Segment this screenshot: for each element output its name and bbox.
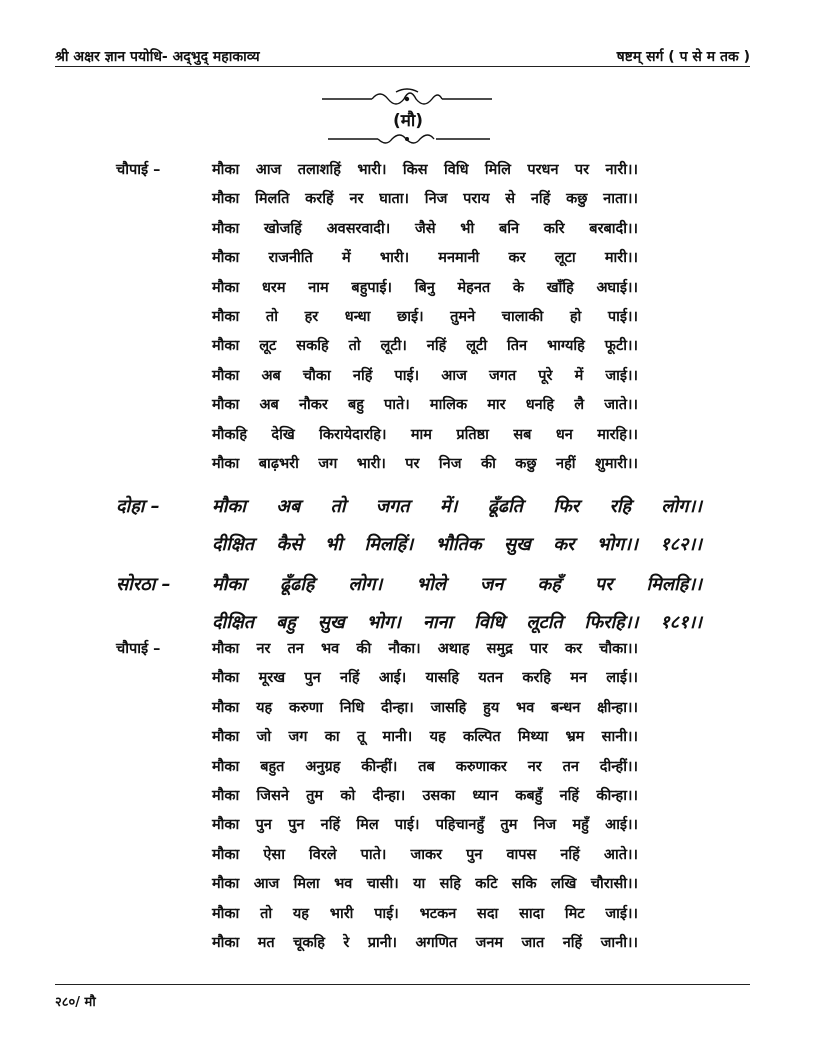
verse-line: मौका बाढ़भरी जग भारी। पर निज की कछु नहीं शुमारी।। [212,456,638,472]
verse-type-label: चौपाई – [116,162,161,178]
verse-line: मौका अब चौका नहिं पाई। आज जगत पूरे में जाई।। [212,367,638,384]
verse-line: मौका बहुत अनुग्रह कीन्हीं। तब करुणाकर नर तन दीन्हीं।। [212,758,638,775]
verse-line: दीक्षित बहु सुख भोग। नाना विधि लूटति फिरहि।। १८१।। [212,612,702,633]
footer-rule [55,984,750,985]
verse-type-label: दोहा – [116,496,160,517]
verse-line: मौका आज तलाशहिं भारी। किस विधि मिलि परधन पर नारी।। [212,162,638,178]
verse-line: मौका अब तो जगत में। ढूँढति फिर रहि लोग।। [212,496,702,517]
verse-line: मौका मत चूकहि रे प्रानी। अगणित जनम जात नहिं जानी।। [212,935,638,951]
verse-line: मौका धरम नाम बहुपाई। बिनु मेहनत के खाँहि अघाई।। [212,279,638,296]
verse-line: मौका नर तन भव की नौका। अथाह समुद्र पार कर चौका।। [212,641,638,657]
verse-line: मौका जिसने तुम को दीन्हा। उसका ध्यान कबहुँ नहिं कीन्हा।। [212,788,638,804]
verse-type-label: चौपाई – [116,641,161,657]
verse-line: मौका लूट सकहि तो लूटी। नहिं लूटी तिन भाग्यहि फूटी।। [212,338,638,355]
page-footer: २८०/ मौ [55,995,96,1010]
verse-line: मौका खोजहिं अवसरवादी। जैसे भी बनि करि बरबादी।। [212,220,638,237]
verse-line: मौका मिलति करहिं नर घाता। निज पराय से नहिं कछु नाता।। [212,191,638,208]
verse-line: मौका राजनीति में भारी। मनमानी कर लूटा मारी।। [212,250,638,267]
verse-line: मौका अब नौकर बहु पाते। मालिक मार धनहि लै जाते।। [212,397,638,414]
verse-line: मौका पुन पुन नहिं मिल पाई। पहिचानहुँ तुम निज महुँ आई।। [212,817,638,834]
top-ornament-icon [0,86,816,106]
verse-line: मौकहि देखि किरायेदारहि। माम प्रतिष्ठा सब धन मारहि।। [212,426,638,443]
verse-line: मौका आज मिला भव चासी। या सहि कटि सकि लखि चौरासी।। [212,876,638,893]
verse-line: मौका यह करुणा निधि दीन्हा। जासहि हुय भव बन्धन क्षीन्हा।। [212,699,638,716]
bottom-ornament-icon [0,130,816,150]
verse-line: मौका जो जग का तू मानी। यह कल्पित मिथ्या भ्रम सानी।। [212,729,638,746]
section-title: (मौ) [392,111,424,131]
verse-type-label: सोरठा – [116,574,171,595]
chapter-title: षष्टम्‌ सर्ग ( प से म तक ) [616,49,750,65]
verse-line: मौका तो हर धन्धा छाई। तुमने चालाकी हो पाई।। [212,309,638,325]
verse-line: दीक्षित कैसे भी मिलहिं। भौतिक सुख कर भोग।। १८२।। [212,534,702,555]
verse-line: मौका ऐसा विरले पाते। जाकर पुन वापस नहिं आते।। [212,846,638,863]
running-header [55,44,750,66]
verse-line: मौका ढूँढहि लोग। भोले जन कहँ पर मिलहि।। [212,574,702,595]
verse-line: मौका मूरख पुन नहिं आई। यासहि यतन करहि मन लाई।। [212,670,638,687]
book-title: श्री अक्षर ज्ञान पयोधि- अद्‌भुद्‌ महाकाव्य [55,49,260,65]
header-rule [55,66,750,67]
verse-line: मौका तो यह भारी पाई। भटकन सदा सादा मिट जाई।। [212,905,638,922]
